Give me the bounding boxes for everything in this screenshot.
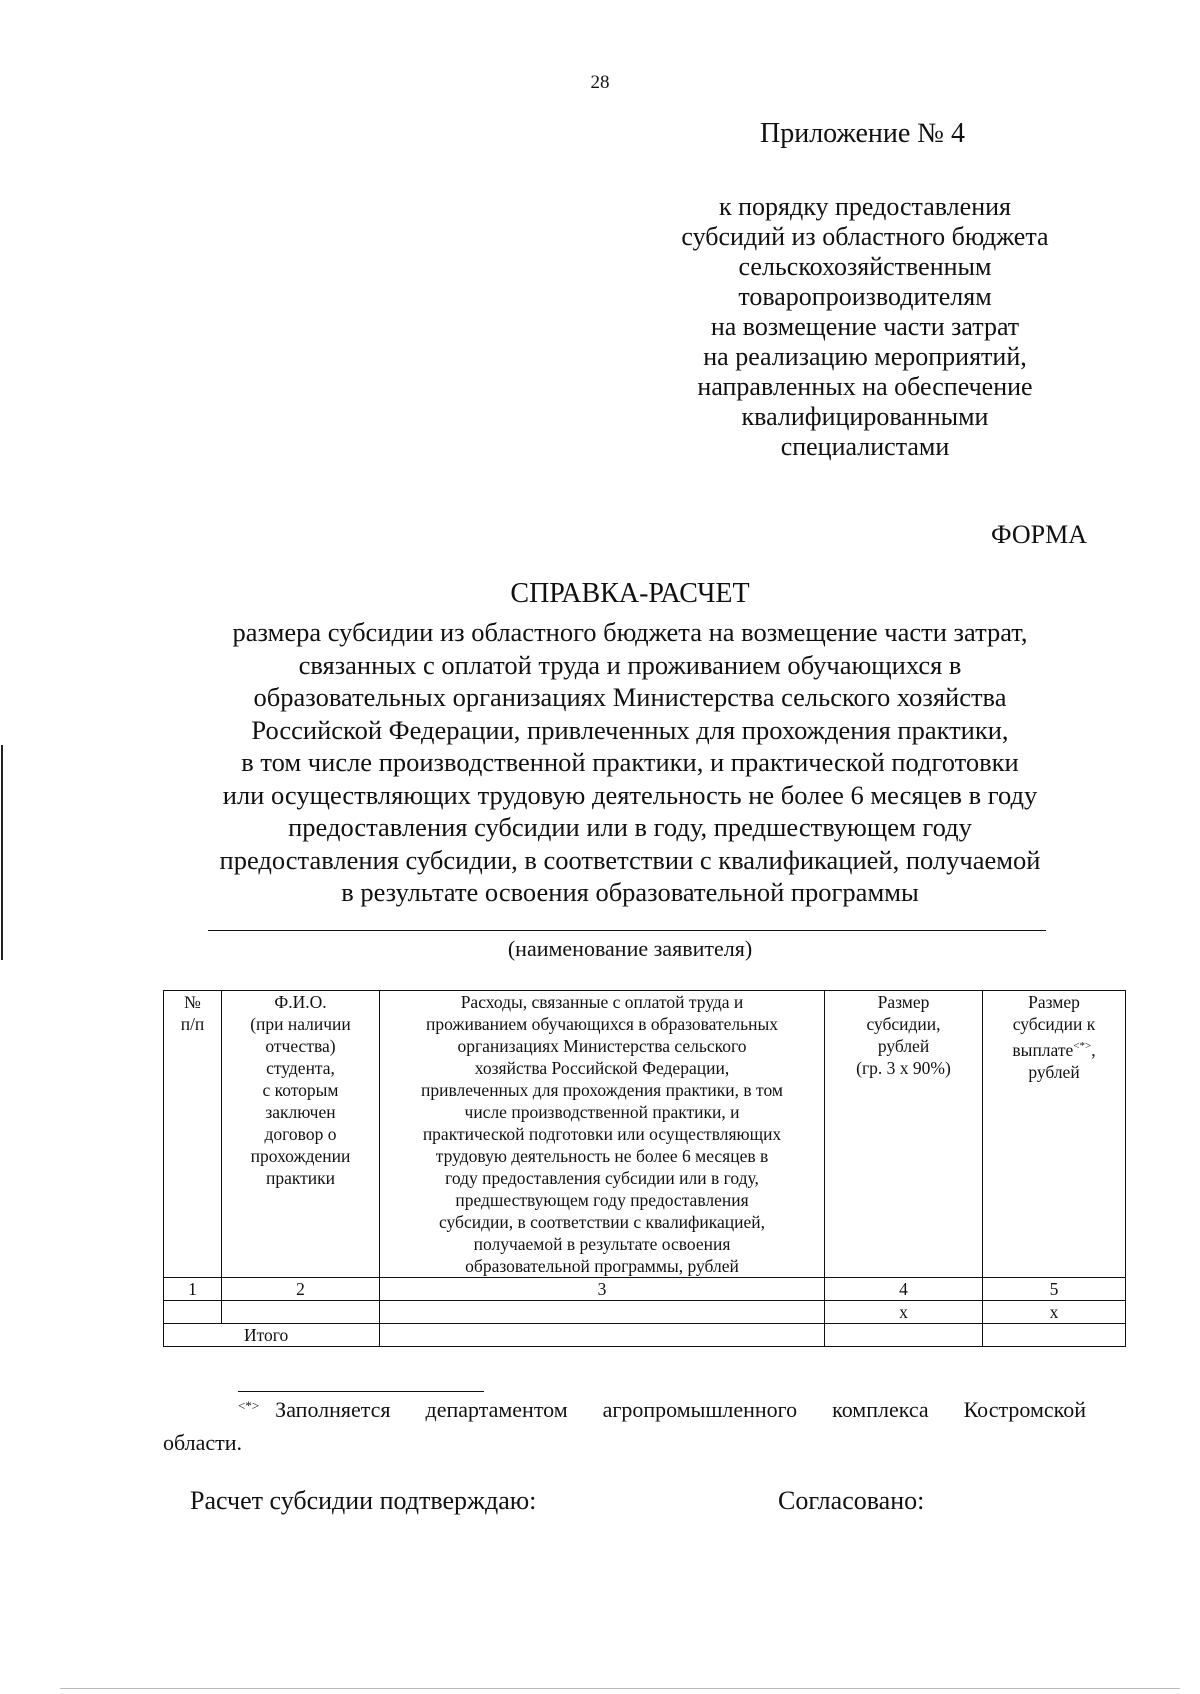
footnote: [163, 1393, 1086, 1459]
table-header-row: [164, 991, 1126, 1278]
header-cell-subsidy-size: [825, 991, 983, 1278]
document-subtitle-line: предоставления субсидии или в году, предшествующем году: [288, 812, 972, 842]
confirm-signature-label: Расчет субсидии подтверждаю:: [190, 1486, 537, 1515]
header-text: (гр. 3 х 90%): [856, 1058, 951, 1078]
header-text: предшествующем году предоставления: [455, 1190, 749, 1210]
document-subtitle: [100, 616, 1160, 909]
form-label: ФОРМА: [991, 520, 1087, 549]
header-text: Размер: [1028, 992, 1080, 1012]
header-text: Ф.И.О.: [274, 992, 327, 1012]
appendix-subtitle-line: к порядку предоставления: [719, 192, 1011, 221]
header-cell-number: [164, 991, 222, 1278]
table-cell[interactable]: [380, 1301, 825, 1324]
header-text: с которым: [262, 1080, 339, 1100]
header-text: заключен: [265, 1102, 336, 1122]
footnote-separator: [238, 1391, 484, 1392]
header-text: хозяйства Российской Федерации,: [474, 1058, 730, 1078]
total-cell[interactable]: [983, 1324, 1126, 1347]
header-text: выплате: [1012, 1039, 1074, 1060]
document-subtitle-line: или осуществляющих трудовую деятельность не более 6 месяцев в году: [222, 779, 1038, 810]
footnote-line: области.: [163, 1430, 243, 1455]
appendix-subtitle-line: специалистами: [780, 432, 950, 461]
header-text: ,: [1091, 1039, 1096, 1060]
document-subtitle-line: в том числе производственной практики, и практической подготовки: [241, 747, 1019, 777]
agreed-signature-label: Согласовано:: [778, 1486, 925, 1515]
header-text: субсидии, в соответствии с квалификацией,: [438, 1212, 765, 1232]
header-text: п/п: [180, 1014, 205, 1034]
table-cell[interactable]: [222, 1301, 380, 1324]
column-number-cell: 5: [983, 1278, 1126, 1301]
header-text: проживанием обучающихся в образовательных: [425, 1014, 778, 1034]
header-cell-name: [222, 991, 380, 1278]
header-text: привлеченных для прохождения практики, в том: [421, 1080, 783, 1100]
header-text: числе производственной практики, и: [464, 1102, 740, 1122]
header-text: субсидии,: [866, 1014, 941, 1034]
header-text: Расходы, связанные с оплатой труда и: [460, 992, 744, 1012]
header-text: договор о: [264, 1124, 337, 1144]
header-text: практики: [265, 1168, 336, 1188]
document-subtitle-line: в результате освоения образовательной программы: [341, 877, 919, 907]
table-cell[interactable]: [164, 1301, 222, 1324]
calculation-table: [163, 990, 1126, 1347]
column-number-cell: 2: [222, 1278, 380, 1301]
document-subtitle-line: связанных с оплатой труда и проживанием обучающихся в: [298, 649, 962, 680]
header-text: практической подготовки или осуществляющих: [422, 1124, 782, 1144]
header-text: Размер: [877, 992, 930, 1012]
table-row: [164, 1301, 1126, 1324]
column-number-cell: 4: [825, 1278, 983, 1301]
document-subtitle-line: Российской Федерации, привлеченных для прохождения практики,: [251, 714, 1009, 745]
table-cell: х: [983, 1301, 1126, 1324]
scan-edge-artifact: [1, 745, 3, 960]
document-subtitle-line: предоставления субсидии, в соответствии с квалификацией, получаемой: [219, 844, 1041, 875]
appendix-subtitle-line: квалифицированными: [741, 402, 989, 431]
page-number: 28: [590, 72, 610, 93]
header-text: году предоставления субсидии или в году,: [445, 1168, 759, 1188]
header-text: организациях Министерства сельского: [457, 1036, 747, 1056]
appendix-subtitle-line: сельскохозяйственным: [738, 252, 992, 281]
footnote-line: [163, 1393, 1086, 1426]
header-text: студента,: [266, 1058, 335, 1078]
appendix-subtitle: [640, 192, 1090, 462]
header-text: отчества): [265, 1036, 336, 1056]
total-row: [164, 1324, 1126, 1347]
applicant-name-line: [208, 930, 1046, 931]
scan-bottom-artifact: [60, 1688, 1180, 1689]
header-text: образовательной программы, рублей: [465, 1256, 739, 1276]
document-title: СПРАВКА-РАСЧЕТ: [510, 578, 750, 609]
header-cell-expenses: [380, 991, 825, 1278]
header-text: получаемой в результате освоения: [473, 1234, 731, 1254]
appendix-subtitle-line: субсидий из областного бюджета: [681, 222, 1049, 251]
header-text: (при наличии: [250, 1014, 351, 1034]
table-cell: х: [825, 1301, 983, 1324]
total-label: Итого: [164, 1324, 380, 1347]
applicant-caption: (наименование заявителя): [507, 936, 753, 961]
footnote-marker: <*>: [238, 1398, 260, 1413]
header-text: рублей: [877, 1036, 930, 1056]
header-text: рублей: [1028, 1061, 1080, 1082]
header-text: прохождении: [250, 1146, 351, 1166]
header-cell-payout: [983, 991, 1126, 1278]
document-subtitle-line: образовательных организациях Министерства сельского хозяйства: [253, 682, 1007, 712]
column-number-cell: 3: [380, 1278, 825, 1301]
total-cell[interactable]: [380, 1324, 825, 1347]
footnote-text: Заполняется департаментом агропромышленного комплекса Костромской: [275, 1397, 1086, 1422]
header-text: субсидии к: [1012, 1014, 1096, 1034]
header-text: [986, 1035, 1122, 1061]
footnote-marker: <*>: [1073, 1040, 1092, 1052]
column-number-cell: 1: [164, 1278, 222, 1301]
document-subtitle-line: размера субсидии из областного бюджета на возмещение части затрат,: [232, 617, 1028, 647]
appendix-subtitle-line: направленных на обеспечение: [697, 372, 1033, 401]
appendix-subtitle-line: товаропроизводителям: [738, 282, 992, 311]
appendix-subtitle-line: на реализацию мероприятий,: [703, 342, 1027, 371]
appendix-title: Приложение № 4: [760, 118, 965, 149]
total-cell[interactable]: [825, 1324, 983, 1347]
column-number-row: [164, 1278, 1126, 1301]
appendix-subtitle-line: на возмещение части затрат: [710, 312, 1020, 341]
header-text: №: [184, 992, 201, 1012]
header-text: трудовую деятельность не более 6 месяцев в: [435, 1146, 769, 1166]
